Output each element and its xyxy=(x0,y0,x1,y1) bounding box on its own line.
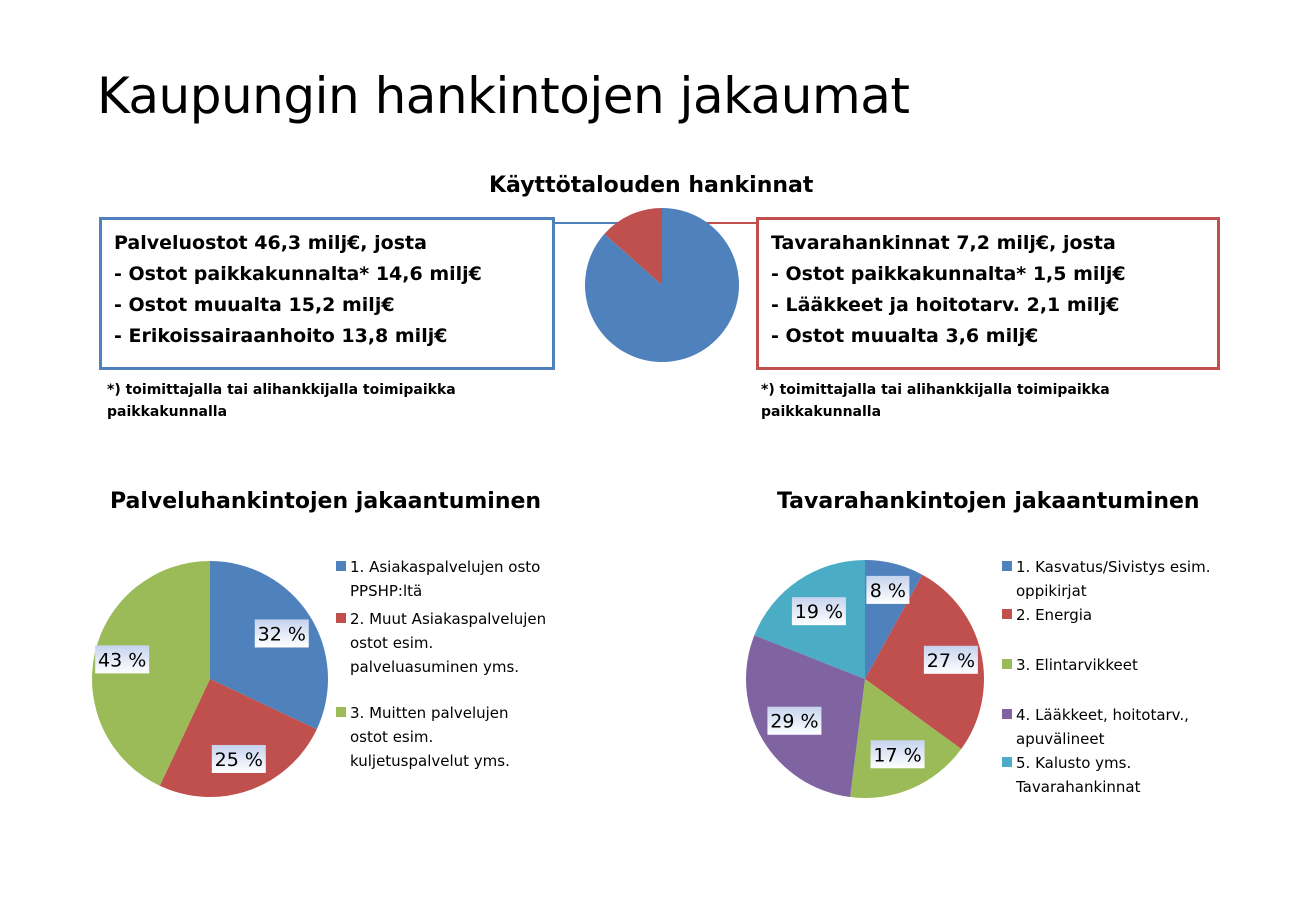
legend-label xyxy=(1016,703,1189,751)
legend-label-line: palveluasuminen yms. xyxy=(350,658,520,676)
legend-label-line: Tavarahankinnat xyxy=(1016,778,1141,796)
legend-label-line: 3. Elintarvikkeet xyxy=(1016,656,1138,674)
legend-swatch xyxy=(336,707,346,717)
legend-swatch xyxy=(336,613,346,623)
data-label-text: 27 % xyxy=(926,649,976,672)
legend-label-line: kuljetuspalvelut yms. xyxy=(350,752,510,770)
legend-swatch xyxy=(336,561,346,571)
legend-label-line: 2. Energia xyxy=(1016,606,1093,624)
palveluostot-line: - Ostot muualta 15,2 milj€ xyxy=(114,294,395,316)
data-label-text: 43 % xyxy=(98,649,147,672)
page-title: Kaupungin hankintojen jakaumat xyxy=(97,67,910,125)
data-label-text: 19 % xyxy=(794,601,844,624)
legend-swatch xyxy=(1002,561,1012,571)
legend-label-line: 4. Lääkkeet, hoitotarv., xyxy=(1016,706,1189,724)
legend-label-line: 3. Muitten palvelujen xyxy=(350,704,509,722)
data-label xyxy=(767,707,821,735)
legend-swatch xyxy=(1002,659,1012,669)
legend-label xyxy=(1016,653,1138,677)
data-label-text: 32 % xyxy=(257,623,306,646)
data-label xyxy=(871,740,925,768)
data-label xyxy=(95,645,149,673)
data-label xyxy=(255,619,309,647)
top-chart-title: Käyttötalouden hankinnat xyxy=(489,173,814,198)
tavarahankinnat-line: - Ostot muualta 3,6 milj€ xyxy=(771,325,1039,347)
legend-label xyxy=(350,701,510,773)
legend-label-line: 2. Muut Asiakaspalvelujen xyxy=(350,610,547,628)
legend-label xyxy=(1016,555,1210,603)
tavarahankinnat-line: - Lääkkeet ja hoitotarv. 2,1 milj€ xyxy=(771,294,1120,316)
legend-label-line: PPSHP:ltä xyxy=(350,582,423,600)
legend-label-line: ostot esim. xyxy=(350,728,434,746)
data-label xyxy=(866,576,909,604)
footnote-line: *) toimittajalla tai alihankkijalla toimipaikka xyxy=(761,382,1110,398)
legend-label-line: 5. Kalusto yms. xyxy=(1016,754,1132,772)
legend-label-line: 1. Kasvatus/Sivistys esim. xyxy=(1016,558,1211,576)
footnote-left xyxy=(107,379,456,423)
data-label-text: 29 % xyxy=(770,710,819,733)
legend-label-line: 1. Asiakaspalvelujen osto xyxy=(350,558,541,576)
legend-label xyxy=(1016,751,1140,799)
legend-label xyxy=(350,607,546,679)
data-label-text: 8 % xyxy=(869,579,906,602)
legend-label-line: ostot esim. xyxy=(350,634,434,652)
footnote-right xyxy=(761,379,1110,423)
legend-label-line: apuvälineet xyxy=(1016,730,1105,748)
kayttotalous-pie-chart xyxy=(580,205,745,370)
footnote-line: paikkakunnalla xyxy=(761,404,882,420)
tavarahankinnat-line: - Ostot paikkakunnalta* 1,5 milj€ xyxy=(771,263,1126,285)
palveluhankinnat-chart-title: Palveluhankintojen jakaantuminen xyxy=(110,489,542,514)
palveluostot-line: - Erikoissairaanhoito 13,8 milj€ xyxy=(114,325,448,347)
tavarahankinnat-chart-title: Tavarahankintojen jakaantuminen xyxy=(777,489,1200,514)
tavarahankinnat-box xyxy=(756,217,1220,370)
palveluostot-line: Palveluostot 46,3 milj€, josta xyxy=(114,232,427,254)
palveluostot-box xyxy=(99,217,555,370)
tavarahankinnat-legend xyxy=(1002,553,1252,803)
legend-label-line: oppikirjat xyxy=(1016,582,1087,600)
footnote-line: *) toimittajalla tai alihankkijalla toimipaikka xyxy=(107,382,456,398)
legend-label xyxy=(1016,603,1092,627)
legend-swatch xyxy=(1002,757,1012,767)
palveluhankinnat-pie-chart xyxy=(85,553,335,803)
data-label-text: 17 % xyxy=(873,744,922,767)
legend-swatch xyxy=(1002,609,1012,619)
palveluostot-line: - Ostot paikkakunnalta* 14,6 milj€ xyxy=(114,263,482,285)
data-label-text: 25 % xyxy=(214,748,263,771)
legend-label xyxy=(350,555,540,603)
tavarahankinnat-pie-chart xyxy=(739,553,991,805)
tavarahankinnat-line: Tavarahankinnat 7,2 milj€, josta xyxy=(771,232,1116,254)
data-label xyxy=(212,745,266,773)
data-label xyxy=(924,646,978,674)
footnote-line: paikkakunnalla xyxy=(107,404,228,420)
data-label xyxy=(792,597,846,625)
palveluhankinnat-legend xyxy=(336,553,576,783)
legend-swatch xyxy=(1002,709,1012,719)
